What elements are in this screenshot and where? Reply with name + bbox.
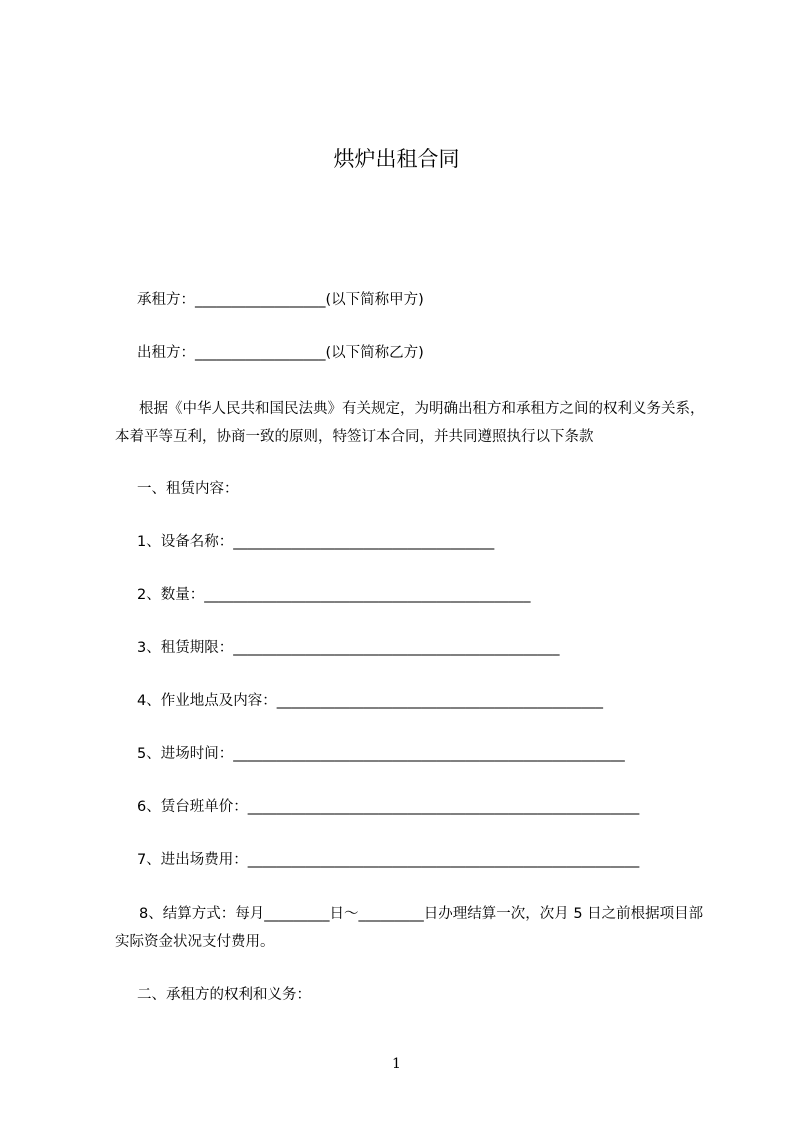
item-entry-exit-fee: 7、进出场费用：______________________________________________________ (137, 852, 640, 868)
intro-paragraph: 根据《中华人民共和国民法典》有关规定，为明确出租方和承租方之间的权利义务关系，本着平等互利，协商一致的原则，特签订本合同，并共同遵照执行以下条款 (115, 401, 705, 445)
item-unit-price: 6、赁台班单价：______________________________________________________ (137, 799, 640, 815)
item-work-location: 4、作业地点及内容：_____________________________________________ (137, 693, 603, 709)
section1-heading: 一、租赁内容： (137, 481, 239, 497)
document-title: 烘炉出租合同 (333, 147, 460, 171)
settlement-paragraph: 8、结算方式：每月_________日～_________日办理结算一次，次月 5 日之前根据项目部实际资金状况支付费用。 (115, 906, 704, 950)
lessor-line: 出租方：__________________(以下简称乙方) (137, 345, 424, 361)
item-lease-term: 3、租赁期限：_____________________________________________ (137, 640, 560, 656)
page-number: 1 (392, 1056, 401, 1072)
item-entry-time: 5、进场时间：______________________________________________________ (137, 746, 625, 762)
section2-heading: 二、承租方的权利和义务： (137, 987, 311, 1003)
item-quantity: 2、数量：_____________________________________________ (137, 587, 531, 603)
item-equipment-name: 1、设备名称：____________________________________ (137, 534, 495, 550)
lessee-line: 承租方：__________________(以下简称甲方) (137, 292, 424, 308)
